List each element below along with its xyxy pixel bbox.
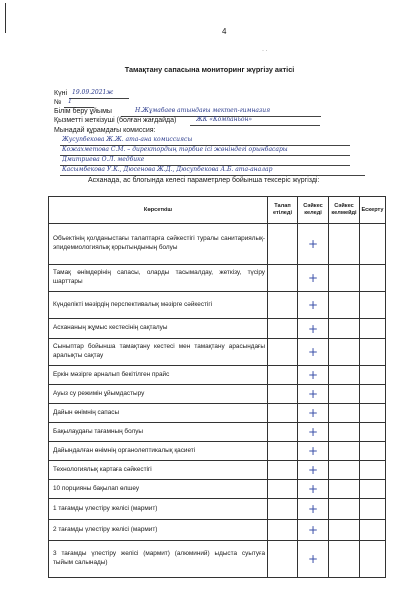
noncompliant-cell (329, 480, 360, 499)
number-label: № (54, 99, 62, 106)
criterion-cell: 3 тағамды үлестіру желісі (мармит) (алюминий) ыдыста суытуға тыйым салынады) (49, 541, 268, 578)
required-cell (268, 319, 298, 339)
check-intro: Асханада, ас блогында келесі параметрлер бойынша тексеріс жүргізді: (88, 177, 320, 184)
note-cell (360, 461, 386, 480)
compliant-mark: + (298, 461, 329, 480)
table-row (49, 541, 386, 578)
noncompliant-cell (329, 292, 360, 319)
compliant-mark: + (298, 224, 329, 265)
note-cell (360, 404, 386, 423)
compliant-mark: + (298, 442, 329, 461)
header-noncompliant: Сәйкес келмейді (329, 197, 360, 224)
criterion-cell: Технологиялық картаға сәйкестігі (49, 461, 268, 480)
compliant-mark: + (298, 520, 329, 541)
required-cell (268, 265, 298, 292)
note-cell (360, 366, 386, 385)
criterion-cell: 2 тағамды үлестіру желісі (мармит) (49, 520, 268, 541)
note-cell (360, 265, 386, 292)
compliant-mark: + (298, 480, 329, 499)
table-row (49, 404, 386, 423)
number-value: 1 (68, 98, 72, 105)
note-cell (360, 423, 386, 442)
noncompliant-cell (329, 442, 360, 461)
compliant-mark: + (298, 423, 329, 442)
provider-value: ЖК «Компаньон» (196, 116, 253, 123)
compliant-mark: + (298, 541, 329, 578)
criterion-cell: Ауыз су режимін ұйымдастыру (49, 385, 268, 404)
noncompliant-cell (329, 385, 360, 404)
criterion-cell: 10 порцияны бақылап өлшеу (49, 480, 268, 499)
table-row (49, 442, 386, 461)
noncompliant-cell (329, 339, 360, 366)
note-cell (360, 480, 386, 499)
table-row (49, 499, 386, 520)
criterion-cell: Дайындалған өнімнің органолептикалық қасиеті (49, 442, 268, 461)
commission-line-4: Касымбекова У.К., Дюсенова Ж.Д., Дюсупбекова А.Б. ата-аналар (62, 166, 273, 173)
criterion-cell: Еркін мәзірге арналып бекітілген прайс (49, 366, 268, 385)
note-cell (360, 339, 386, 366)
table-row (49, 385, 386, 404)
criterion-cell: Сыныптар бойынша тамақтану кестесі мен тамақтану арасындағы аралықты сақтау (49, 339, 268, 366)
commission-line-2: Кожахметова С.М. – директордың тәрбие ісі жөніндегі орынбасары (62, 146, 288, 153)
noncompliant-cell (329, 541, 360, 578)
criterion-cell: Объектінің қолданыстағы талаптарға сәйкестігі туралы санитариялық-эпидемиологиялық қорытындының болуы (49, 224, 268, 265)
compliant-mark: + (298, 292, 329, 319)
noncompliant-cell (329, 461, 360, 480)
required-cell (268, 224, 298, 265)
criterion-cell: Дайын өнімнің сапасы (49, 404, 268, 423)
required-cell (268, 385, 298, 404)
org-value: Н.Жұмабаев атындағы мектеп-гимназия (135, 107, 271, 114)
table-row (49, 366, 386, 385)
noncompliant-cell (329, 404, 360, 423)
criterion-cell: Асхананың жұмыс кестесінің сақталуы (49, 319, 268, 339)
parameters-table (48, 196, 386, 578)
noncompliant-cell (329, 265, 360, 292)
commission-underline-4 (60, 175, 365, 176)
required-cell (268, 366, 298, 385)
header-indicator: Көрсеткіш (49, 197, 268, 224)
table-row (49, 292, 386, 319)
compliant-mark: + (298, 366, 329, 385)
required-cell (268, 339, 298, 366)
scan-smudge: · · (262, 48, 268, 54)
provider-label: Қызметті жеткізуші (болған жағдайда) (54, 117, 177, 124)
table-row (49, 520, 386, 541)
criterion-cell: 1 тағамды үлестіру желісі (мармит) (49, 499, 268, 520)
criterion-cell: Бақылаудағы тағамның болуы (49, 423, 268, 442)
note-cell (360, 385, 386, 404)
required-cell (268, 480, 298, 499)
note-cell (360, 224, 386, 265)
noncompliant-cell (329, 423, 360, 442)
header-compliant: Сәйкес келеді (298, 197, 329, 224)
required-cell (268, 499, 298, 520)
compliant-mark: + (298, 404, 329, 423)
note-cell (360, 442, 386, 461)
table-row (49, 461, 386, 480)
required-cell (268, 442, 298, 461)
date-label: Күні (54, 90, 67, 97)
note-cell (360, 292, 386, 319)
commission-label: Мынадай құрамдағы комиссия: (54, 127, 156, 134)
date-value: 19.09.2021ж (72, 89, 114, 96)
note-cell (360, 520, 386, 541)
provider-underline (190, 125, 320, 126)
table-header-row (49, 197, 386, 224)
note-cell (360, 499, 386, 520)
compliant-mark: + (298, 265, 329, 292)
table-row (49, 319, 386, 339)
table-row (49, 224, 386, 265)
noncompliant-cell (329, 319, 360, 339)
required-cell (268, 541, 298, 578)
page-number: 4 (222, 27, 227, 36)
table-row (49, 265, 386, 292)
note-cell (360, 541, 386, 578)
noncompliant-cell (329, 520, 360, 541)
commission-line-1: Жусупбекова Ж.Ж. ата-ана комиссиясы (62, 136, 193, 143)
noncompliant-cell (329, 366, 360, 385)
note-cell (360, 319, 386, 339)
required-cell (268, 292, 298, 319)
criterion-cell: Күнделікті мәзірдің перспективалық мәзірге сәйкестігі (49, 292, 268, 319)
scan-margin-mark (5, 3, 6, 33)
required-cell (268, 404, 298, 423)
noncompliant-cell (329, 224, 360, 265)
compliant-mark: + (298, 319, 329, 339)
table-row (49, 423, 386, 442)
table-row (49, 339, 386, 366)
required-cell (268, 461, 298, 480)
org-label: Білім беру ұйымы (54, 108, 112, 115)
compliant-mark: + (298, 339, 329, 366)
table-row (49, 480, 386, 499)
header-required: Талап етіледі (268, 197, 298, 224)
header-note: Ескерту (360, 197, 386, 224)
compliant-mark: + (298, 499, 329, 520)
commission-line-3: Дмитриева О.Л. медбике (62, 156, 145, 163)
compliant-mark: + (298, 385, 329, 404)
noncompliant-cell (329, 499, 360, 520)
required-cell (268, 423, 298, 442)
criterion-cell: Тамақ өнімдерінің сапасы, оларды тасымалдау, жеткізу, түсіру шарттары (49, 265, 268, 292)
page-title: Тамақтану сапасына мониторинг жүргізу актісі (124, 65, 295, 74)
required-cell (268, 520, 298, 541)
